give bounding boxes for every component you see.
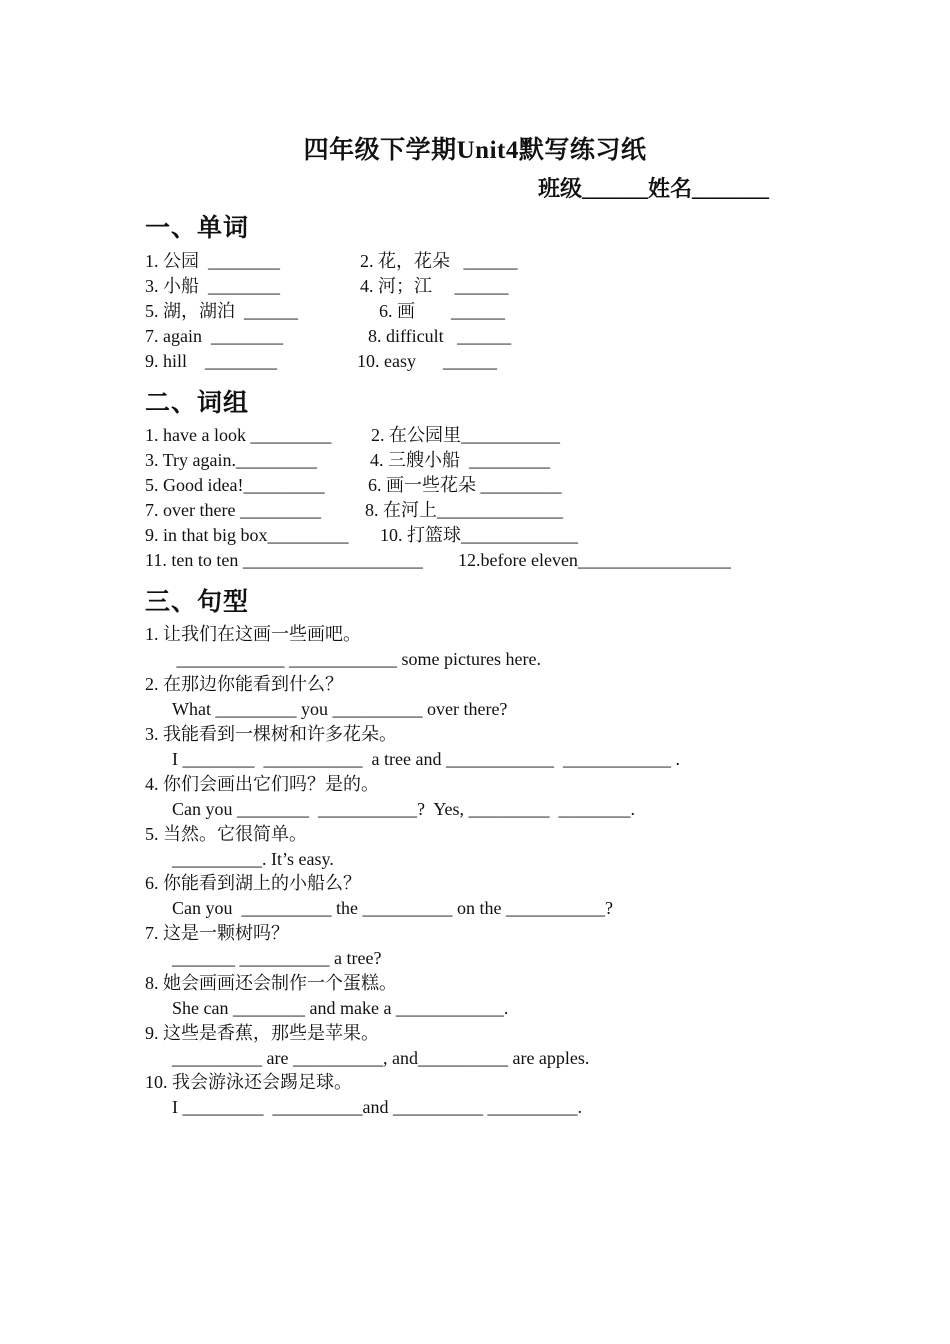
phrase-item: 9. in that big box_________ xyxy=(145,525,349,545)
word-item: 10. easy ______ xyxy=(357,351,497,371)
word-item: 9. hill ________ xyxy=(145,351,278,371)
phrase-item: 4. 三艘小船 _________ xyxy=(370,450,550,470)
section-phrases-heading: 二、词组 xyxy=(145,390,250,417)
phrase-item: 12.before eleven_________________ xyxy=(458,550,731,570)
sentence-chinese: 4. 你们会画出它们吗？是的。 xyxy=(145,774,379,794)
sentence-chinese: 10. 我会游泳还会踢足球。 xyxy=(145,1072,352,1092)
sentence-english-blank: I ________ ___________ a tree and ____________ ____________ . xyxy=(172,749,680,769)
sentence-english-blank: I _________ __________and __________ __________. xyxy=(172,1097,582,1117)
word-item: 3. 小船 ________ xyxy=(145,276,280,296)
sentence-english-blank: What _________ you __________ over there? xyxy=(172,699,508,719)
sentence-chinese: 1. 让我们在这画一些画吧。 xyxy=(145,624,361,644)
sentence-chinese: 9. 这些是香蕉，那些是苹果。 xyxy=(145,1023,379,1043)
word-item: 5. 湖，湖泊 ______ xyxy=(145,301,298,321)
phrase-item: 7. over there _________ xyxy=(145,500,321,520)
word-item: 6. 画 ______ xyxy=(379,301,505,321)
phrase-item: 1. have a look _________ xyxy=(145,425,332,445)
sentence-chinese: 2. 在那边你能看到什么？ xyxy=(145,674,343,694)
sentence-chinese: 8. 她会画画还会制作一个蛋糕。 xyxy=(145,973,397,993)
sentence-chinese: 6. 你能看到湖上的小船么？ xyxy=(145,873,361,893)
sentence-english-blank: Can you __________ the __________ on the ___________? xyxy=(172,898,613,918)
phrase-item: 10. 打篮球_____________ xyxy=(380,525,578,545)
word-item: 8. difficult ______ xyxy=(368,326,512,346)
phrase-item: 8. 在河上______________ xyxy=(365,500,563,520)
section-sentences-heading: 三、句型 xyxy=(145,589,250,616)
section-words-heading: 一、单词 xyxy=(145,215,250,242)
phrase-item: 11. ten to ten ____________________ xyxy=(145,550,423,570)
sentence-chinese: 5. 当然。它很简单。 xyxy=(145,824,307,844)
phrase-item: 3. Try again._________ xyxy=(145,450,318,470)
sentence-chinese: 7. 这是一颗树吗？ xyxy=(145,923,289,943)
sentence-english-blank: _______ __________ a tree? xyxy=(172,948,382,968)
sentence-english-blank: She can ________ and make a ____________. xyxy=(172,998,509,1018)
phrase-item: 2. 在公园里___________ xyxy=(371,425,560,445)
word-item: 7. again ________ xyxy=(145,326,283,346)
sentence-english-blank: Can you ________ ___________? Yes, _________ ________. xyxy=(172,799,636,819)
sentence-english-blank: ____________ ____________ some pictures here. xyxy=(172,649,541,669)
sentence-english-blank: __________ are __________, and__________ are apples. xyxy=(172,1048,590,1068)
phrase-item: 5. Good idea!_________ xyxy=(145,475,325,495)
word-item: 4. 河；江 ______ xyxy=(360,276,509,296)
word-item: 1. 公园 ________ xyxy=(145,251,280,271)
phrase-item: 6. 画一些花朵 _________ xyxy=(368,475,562,495)
sentence-english-blank: __________. It’s easy. xyxy=(172,849,334,869)
sentence-chinese: 3. 我能看到一棵树和许多花朵。 xyxy=(145,724,397,744)
page-title: 四年级下学期Unit4默写练习纸 xyxy=(303,137,647,164)
class-name-line: 班级______姓名_______ xyxy=(538,176,770,201)
word-item: 2. 花，花朵 ______ xyxy=(360,251,518,271)
